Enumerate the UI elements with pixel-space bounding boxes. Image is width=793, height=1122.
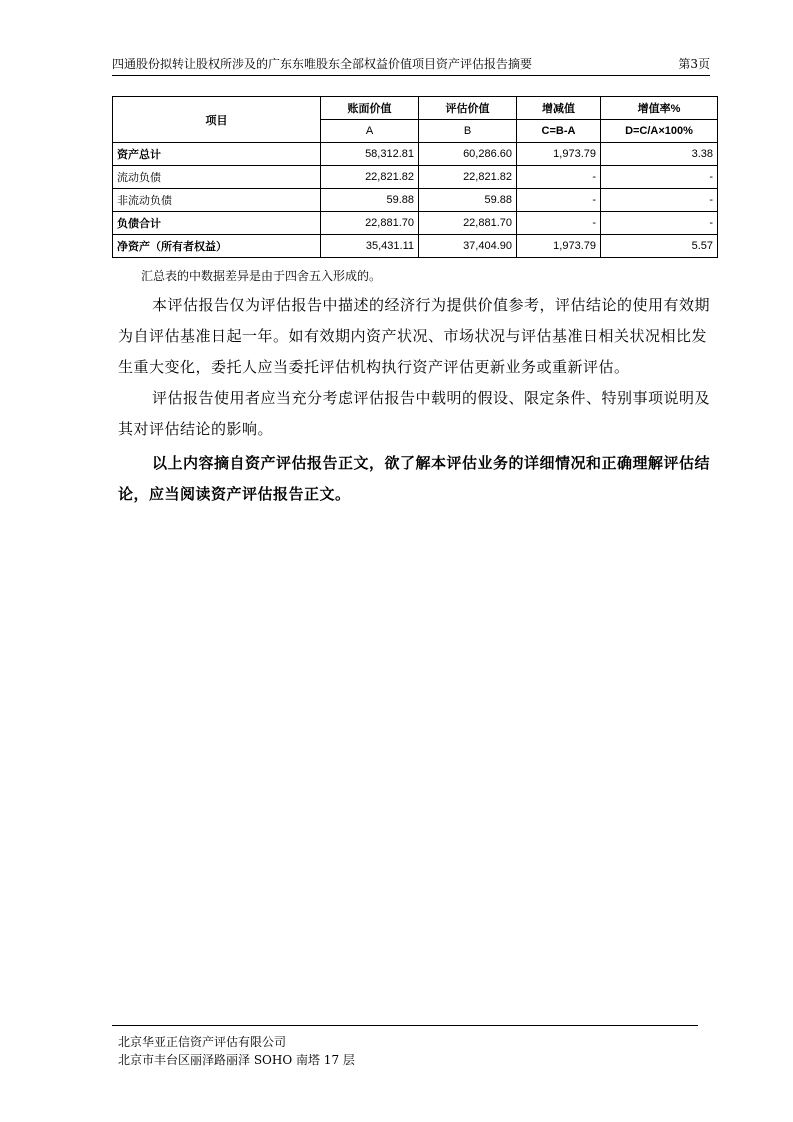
cell-rate: - <box>601 212 718 235</box>
valuation-summary-table <box>112 96 718 258</box>
row-label: 负债合计 <box>113 212 321 235</box>
row-label: 净资产（所有者权益） <box>113 235 321 258</box>
formula-a: A <box>321 120 419 143</box>
page-header <box>112 55 710 76</box>
table-header-row <box>113 97 718 120</box>
column-header-item: 项目 <box>113 97 321 143</box>
footer-divider <box>112 1025 698 1026</box>
cell-appraised-value: 59.88 <box>419 189 517 212</box>
cell-appraised-value: 22,881.70 <box>419 212 517 235</box>
footer-company: 北京华亚正信资产评估有限公司 <box>118 1035 287 1049</box>
cell-book-value: 58,312.81 <box>321 143 419 166</box>
cell-book-value: 22,821.82 <box>321 166 419 189</box>
paragraph-validity: 本评估报告仅为评估报告中描述的经济行为提供价值参考，评估结论的使用有效期为自评估基准日起一年。如有效期内资产状况、市场状况与评估基准日相关状况相比发生重大变化，委托人应当委托评估机构执行资产评估更新业务或重新评估。 <box>118 296 711 376</box>
cell-appraised-value: 22,821.82 <box>419 166 517 189</box>
cell-appraised-value: 37,404.90 <box>419 235 517 258</box>
cell-change: - <box>517 212 601 235</box>
table-row <box>113 212 718 235</box>
column-header-appraised-value: 评估价值 <box>419 97 517 120</box>
cell-book-value: 22,881.70 <box>321 212 419 235</box>
column-header-book-value: 账面价值 <box>321 97 419 120</box>
cell-change: 1,973.79 <box>517 235 601 258</box>
row-label: 资产总计 <box>113 143 321 166</box>
rounding-note: 汇总表的中数据差异是由于四舍五入形成的。 <box>141 269 382 283</box>
table-row <box>113 235 718 258</box>
paragraph-excerpt-notice: 以上内容摘自资产评估报告正文，欲了解本评估业务的详细情况和正确理解评估结论，应当阅读资产评估报告正文。 <box>118 454 711 503</box>
cell-rate: - <box>601 166 718 189</box>
cell-book-value: 35,431.11 <box>321 235 419 258</box>
paragraph-user-consideration: 评估报告使用者应当充分考虑评估报告中载明的假设、限定条件、特别事项说明及其对评估结论的影响。 <box>118 389 711 438</box>
cell-appraised-value: 60,286.60 <box>419 143 517 166</box>
page-number: 第3页 <box>678 57 710 71</box>
cell-rate: 5.57 <box>601 235 718 258</box>
cell-rate: - <box>601 189 718 212</box>
formula-d: D=C/A×100% <box>601 120 718 143</box>
table-row <box>113 189 718 212</box>
column-header-rate: 增值率% <box>601 97 718 120</box>
formula-b: B <box>419 120 517 143</box>
formula-c: C=B-A <box>517 120 601 143</box>
table-row <box>113 143 718 166</box>
cell-change: - <box>517 166 601 189</box>
cell-change: - <box>517 189 601 212</box>
cell-change: 1,973.79 <box>517 143 601 166</box>
cell-book-value: 59.88 <box>321 189 419 212</box>
column-header-change: 增减值 <box>517 97 601 120</box>
cell-rate: 3.38 <box>601 143 718 166</box>
page-footer <box>118 1033 355 1069</box>
header-title: 四通股份拟转让股权所涉及的广东东唯股东全部权益价值项目资产评估报告摘要 <box>112 57 533 71</box>
row-label: 流动负债 <box>113 166 321 189</box>
footer-address: 北京市丰台区丽泽路丽泽 SOHO 南塔 17 层 <box>118 1053 355 1067</box>
table-row <box>113 166 718 189</box>
row-label: 非流动负债 <box>113 189 321 212</box>
